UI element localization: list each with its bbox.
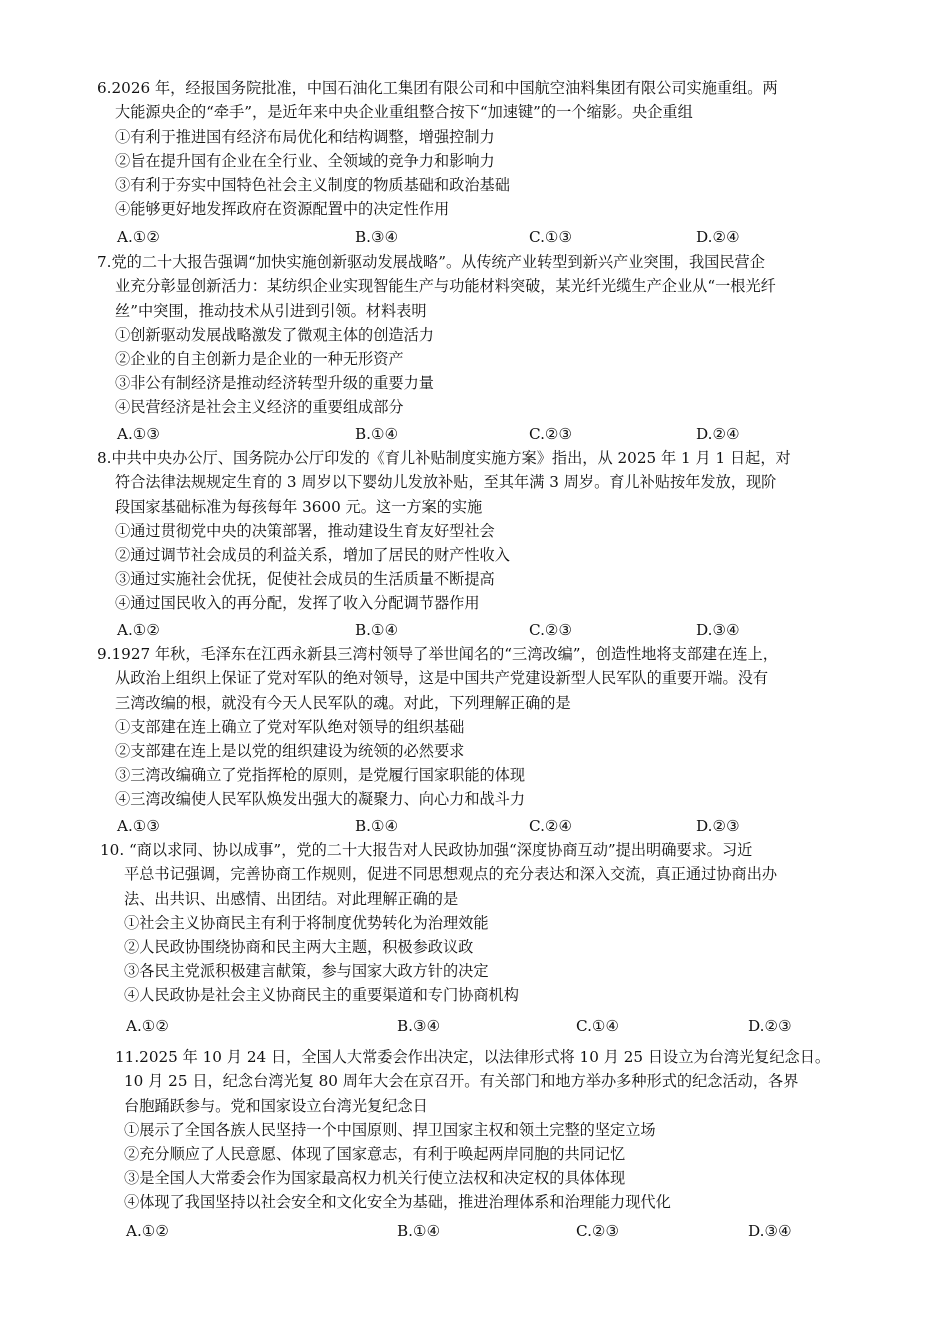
option-b[interactable]: B.①④ — [355, 425, 399, 443]
option-c[interactable]: C.②④ — [529, 817, 573, 835]
statement-3: ③三湾改编确立了党指挥枪的原则，是党履行国家职能的体现 — [115, 766, 526, 784]
answer-options — [0, 422, 950, 446]
option-d[interactable]: D.③④ — [748, 1222, 792, 1240]
statement-2: ②通过调节社会成员的利益关系，增加了居民的财产性收入 — [115, 546, 510, 564]
option-a[interactable]: A.①② — [126, 1222, 170, 1240]
option-a[interactable]: A.①③ — [117, 425, 161, 443]
statement-3: ③通过实施社会优抚，促使社会成员的生活质量不断提高 — [115, 570, 495, 588]
answer-options — [0, 618, 950, 642]
answer-options — [0, 814, 950, 838]
statement-1: ①社会主义协商民主有利于将制度优势转化为治理效能 — [124, 914, 489, 932]
statement-2: ②充分顺应了人民意愿、体现了国家意志，有利于唤起两岸同胞的共同记忆 — [124, 1145, 626, 1163]
answer-options — [0, 225, 950, 249]
statement-1: ①通过贯彻党中央的决策部署，推动建设生育友好型社会 — [115, 522, 495, 540]
statement-1: ①有利于推进国有经济布局优化和结构调整，增强控制力 — [115, 128, 495, 146]
question-stem-line: 段国家基础标准为每孩每年 3600 元。这一方案的实施 — [115, 498, 483, 516]
question-stem-line: 10 月 25 日，纪念台湾光复 80 周年大会在京召开。有关部门和地方举办多种形式的纪念活动，各界 — [124, 1072, 799, 1090]
option-a[interactable]: A.①② — [117, 228, 161, 246]
question-stem-line: 大能源央企的“牵手”，是近年来中央企业重组整合按下“加速键”的一个缩影。央企重组 — [115, 103, 693, 121]
option-a[interactable]: A.①② — [126, 1017, 170, 1035]
option-b[interactable]: B.①④ — [355, 621, 399, 639]
option-b[interactable]: B.③④ — [397, 1017, 441, 1035]
option-d[interactable]: D.②③ — [696, 817, 740, 835]
statement-3: ③有利于夯实中国特色社会主义制度的物质基础和政治基础 — [115, 176, 510, 194]
question-stem-line: 从政治上组织上保证了党对军队的绝对领导，这是中国共产党建设新型人民军队的重要开端。没有 — [115, 669, 769, 687]
question-stem-line: 9.1927 年秋，毛泽东在江西永新县三湾村领导了举世闻名的“三湾改编”，创造性地将支部建在连上， — [97, 645, 778, 663]
question-stem-line: 11.2025 年 10 月 24 日，全国人大常委会作出决定，以法律形式将 10 月 25 日设立为台湾光复纪念日。 — [115, 1048, 831, 1066]
question-stem-line: 10. “商以求同、协以成事”，党的二十大报告对人民政协加强“深度协商互动”提出明确要求。习近 — [100, 841, 753, 859]
question-stem-line: 符合法律法规规定生育的 3 周岁以下婴幼儿发放补贴，至其年满 3 周岁。育儿补贴按年发放，现阶 — [115, 473, 777, 491]
statement-1: ①创新驱动发展战略激发了微观主体的创造活力 — [115, 326, 434, 344]
option-c[interactable]: C.①③ — [529, 228, 573, 246]
statement-4: ④体现了我国坚持以社会安全和文化安全为基础，推进治理体系和治理能力现代化 — [124, 1193, 671, 1211]
statement-4: ④人民政协是社会主义协商民主的重要渠道和专门协商机构 — [124, 986, 519, 1004]
option-b[interactable]: B.①④ — [397, 1222, 441, 1240]
option-a[interactable]: A.①② — [117, 621, 161, 639]
statement-1: ①支部建在连上确立了党对军队绝对领导的组织基础 — [115, 718, 465, 736]
option-a[interactable]: A.①③ — [117, 817, 161, 835]
answer-options — [0, 1014, 950, 1038]
statement-3: ③是全国人大常委会作为国家最高权力机关行使立法权和决定权的具体体现 — [124, 1169, 626, 1187]
option-b[interactable]: B.①④ — [355, 817, 399, 835]
question-stem-line: 法、出共识、出感情、出团结。对此理解正确的是 — [124, 890, 459, 908]
statement-4: ④三湾改编使人民军队焕发出强大的凝聚力、向心力和战斗力 — [115, 790, 526, 808]
answer-options — [0, 1219, 950, 1243]
statement-2: ②支部建在连上是以党的组织建设为统领的必然要求 — [115, 742, 465, 760]
statement-2: ②人民政协围绕协商和民主两大主题，积极参政议政 — [124, 938, 474, 956]
statement-2: ②旨在提升国有企业在全行业、全领域的竞争力和影响力 — [115, 152, 495, 170]
statement-1: ①展示了全国各族人民坚持一个中国原则、捍卫国家主权和领土完整的坚定立场 — [124, 1121, 656, 1139]
option-c[interactable]: C.②③ — [576, 1222, 620, 1240]
option-c[interactable]: C.②③ — [529, 425, 573, 443]
statement-3: ③非公有制经济是推动经济转型升级的重要力量 — [115, 374, 434, 392]
question-stem-line: 8.中共中央办公厅、国务院办公厅印发的《育儿补贴制度实施方案》指出，从 2025 年 1 月 1 日起，对 — [97, 449, 791, 467]
statement-4: ④能够更好地发挥政府在资源配置中的决定性作用 — [115, 200, 450, 218]
statement-2: ②企业的自主创新力是企业的一种无形资产 — [115, 350, 404, 368]
question-stem-line: 三湾改编的根，就没有今天人民军队的魂。对此，下列理解正确的是 — [115, 694, 571, 712]
question-stem-line: 丝”中突围，推动技术从引进到引领。材料表明 — [115, 302, 427, 320]
option-d[interactable]: D.②③ — [748, 1017, 792, 1035]
question-stem-line: 业充分彰显创新活力：某纺织企业实现智能生产与功能材料突破，某光纤光缆生产企业从“一根光纤 — [115, 277, 776, 295]
option-d[interactable]: D.②④ — [696, 228, 740, 246]
option-d[interactable]: D.②④ — [696, 425, 740, 443]
statement-4: ④通过国民收入的再分配，发挥了收入分配调节器作用 — [115, 594, 480, 612]
option-c[interactable]: C.①④ — [576, 1017, 620, 1035]
question-stem-line: 7.党的二十大报告强调“加快实施创新驱动发展战略”。从传统产业转型到新兴产业突围，我国民营企 — [97, 253, 765, 271]
statement-4: ④民营经济是社会主义经济的重要组成部分 — [115, 398, 404, 416]
option-b[interactable]: B.③④ — [355, 228, 399, 246]
question-stem-line: 6.2026 年，经报国务院批准，中国石油化工集团有限公司和中国航空油料集团有限公司实施重组。两 — [97, 79, 778, 97]
question-stem-line: 台胞踊跃参与。党和国家设立台湾光复纪念日 — [124, 1097, 428, 1115]
statement-3: ③各民主党派积极建言献策，参与国家大政方针的决定 — [124, 962, 489, 980]
option-c[interactable]: C.②③ — [529, 621, 573, 639]
option-d[interactable]: D.③④ — [696, 621, 740, 639]
question-stem-line: 平总书记强调，完善协商工作规则，促进不同思想观点的充分表达和深入交流，真正通过协商出办 — [124, 865, 778, 883]
